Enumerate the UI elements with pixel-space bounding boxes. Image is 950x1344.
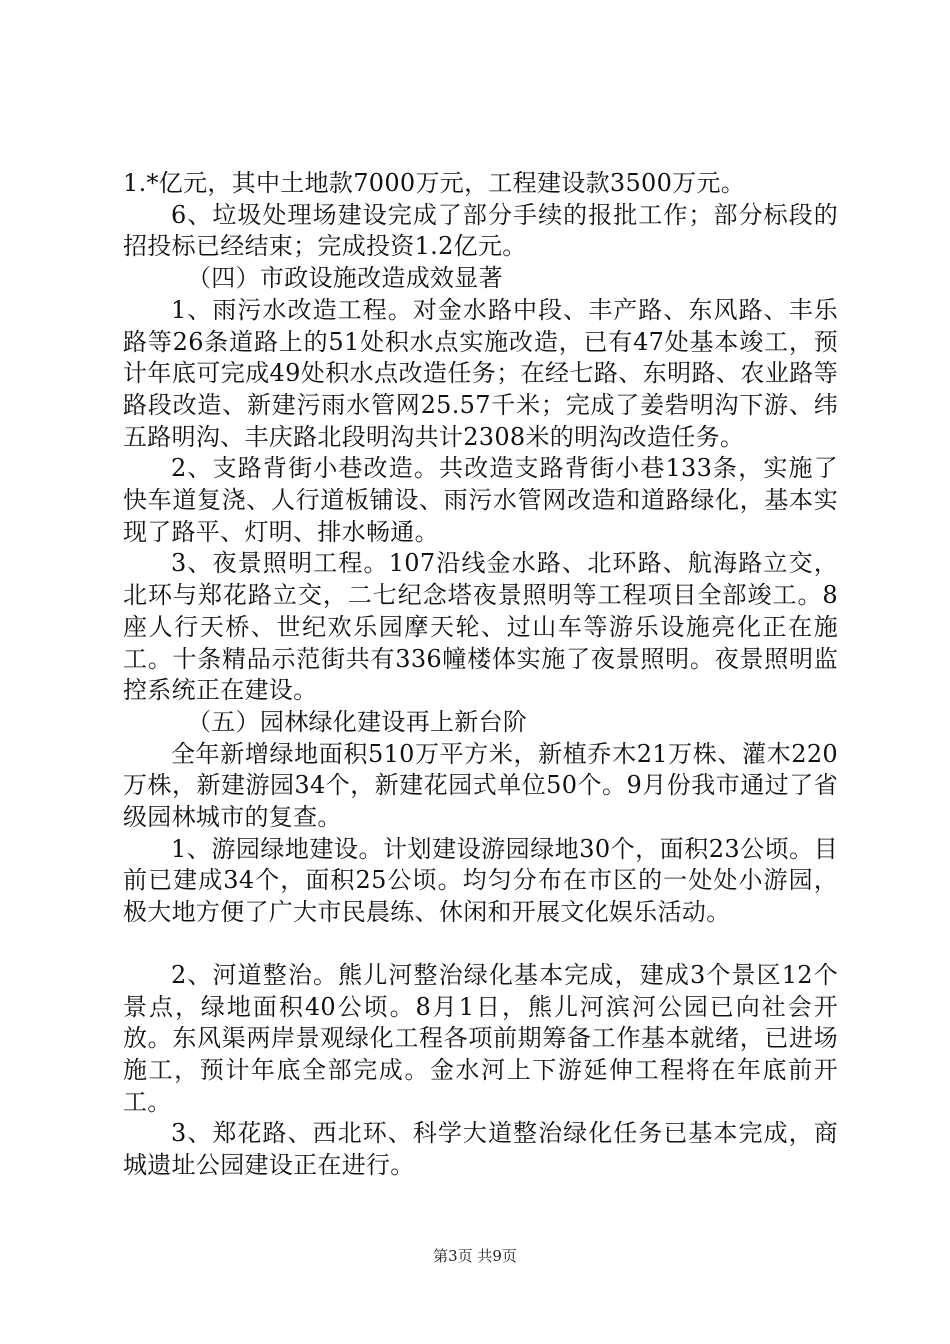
section-heading-municipal: （四）市政设施改造成效显著	[187, 264, 503, 293]
paragraph-parks: 1、游园绿地建设。计划建设游园绿地30个，面积23公顷。目前已建成34个，面积25公顷。均匀分布在市区的一处处小游园，极大地方便了广大市民晨练、休闲和开展文化娱乐活动。	[123, 834, 838, 927]
paragraph-alleys: 2、支路背街小巷改造。共改造支路背街小巷133条，实施了快车道复浇、人行道板铺设、雨污水管网改造和道路绿化，基本实现了路平、灯明、排水畅通。	[123, 454, 838, 546]
paragraph-night-lighting: 3、夜景照明工程。107沿线金水路、北环路、航海路立交，北环与郑花路立交，二七纪念塔夜景照明等工程项目全部竣工。8座人行天桥、世纪欢乐园摩天轮、过山车等游乐设施亮化正在施工。十条精品示范街共有336幢楼体实施了夜景照明。夜景照明监控系统正在建设。	[123, 549, 838, 705]
document-body	[123, 168, 838, 1182]
page-number: 第3页 共9页	[433, 1247, 517, 1265]
paragraph-roads: 3、郑花路、西北环、科学大道整治绿化任务已基本完成，商城遗址公园建设正在进行。	[123, 1119, 838, 1180]
paragraph-landfill: 6、垃圾处理场建设完成了部分手续的报批工作；部分标段的招投标已经结束；完成投资1.2亿元。	[123, 200, 838, 261]
paragraph-spacer	[123, 929, 838, 960]
paragraph-drainage: 1、雨污水改造工程。对金水路中段、丰产路、东风路、丰乐路等26条道路上的51处积水点实施改造，已有47处基本竣工，预计年底可完成49处积水点改造任务；在经七路、东明路、农业路等路段改造、新建污雨水管网25.57千米；完成了姜砦明沟下游、纬五路明沟、丰庆路北段明沟共计2308米的明沟改造任务。	[123, 295, 838, 451]
paragraph-greening-summary: 全年新增绿地面积510万平方米，新植乔木21万株、灌木220万株，新建游园34个，新建花园式单位50个。9月份我市通过了省级园林城市的复查。	[123, 739, 838, 832]
paragraph-continuation: 1.*亿元，其中土地款7000万元，工程建设款3500万元。	[123, 169, 746, 197]
paragraph-river: 2、河道整治。熊儿河整治绿化基本完成，建成3个景区12个景点，绿地面积40公顷。8月1日，熊儿河滨河公园已向社会开放。东风渠两岸景观绿化工程各项前期筹备工作基本就绪，已进场施工，预计年底全部完成。金水河上下游延伸工程将在年底前开工。	[123, 960, 838, 1116]
section-heading-greening: （五）园林绿化建设再上新台阶	[187, 707, 528, 736]
